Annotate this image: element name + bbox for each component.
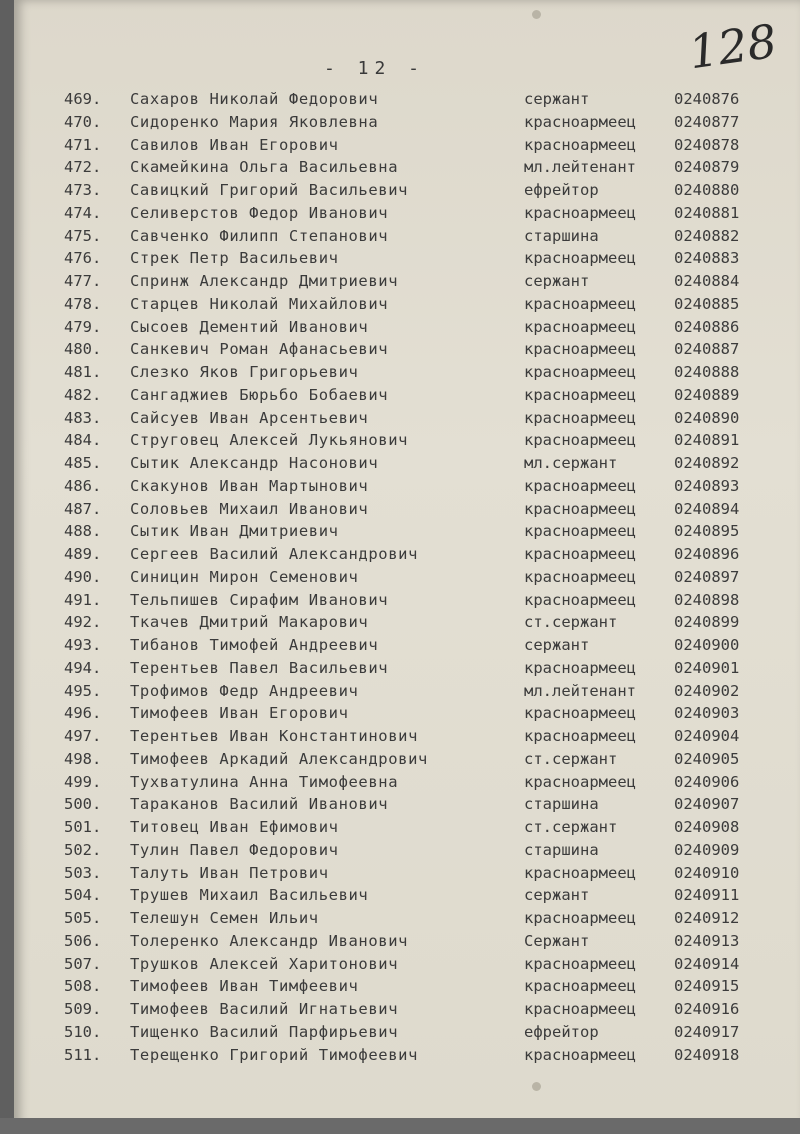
row-number: 472. <box>64 158 102 177</box>
military-rank: красноармеец <box>524 294 636 313</box>
military-rank: ефрейтор <box>524 1022 599 1041</box>
row-number: 471. <box>64 135 102 154</box>
person-name: Трушков Алексей Харитонович <box>130 954 399 973</box>
person-name: Сахаров Николай Федорович <box>130 90 379 108</box>
person-name: Санкевич Роман Афанасьевич <box>130 340 389 359</box>
list-row <box>14 589 800 612</box>
document-number: 0240891 <box>674 431 740 450</box>
military-rank: красноармеец <box>524 909 636 927</box>
row-number: 501. <box>64 818 102 836</box>
row-number: 499. <box>64 772 102 791</box>
list-row <box>14 975 800 998</box>
list-row <box>14 793 800 816</box>
list-row <box>14 475 800 498</box>
military-rank: ефрейтор <box>524 181 599 199</box>
row-number: 490. <box>64 567 102 586</box>
row-number: 500. <box>64 795 102 814</box>
list-row <box>14 498 800 521</box>
punch-hole <box>532 10 541 19</box>
document-number: 0240902 <box>674 681 740 700</box>
list-row <box>14 816 800 839</box>
document-number: 0240892 <box>674 454 740 472</box>
military-rank: красноармеец <box>524 385 636 404</box>
military-rank: красноармеец <box>524 1000 636 1018</box>
person-name: Телешун Семен Ильич <box>130 909 319 927</box>
document-number: 0240880 <box>674 181 740 199</box>
document-number: 0240878 <box>674 135 740 154</box>
row-number: 505. <box>64 909 102 927</box>
list-row <box>14 520 800 543</box>
document-number: 0240889 <box>674 385 740 404</box>
person-name: Тимофеев Василий Игнатьевич <box>130 1000 399 1018</box>
person-name: Стрек Петр Васильевич <box>130 249 339 268</box>
list-row <box>14 862 800 885</box>
list-row <box>14 338 800 361</box>
person-name: Сысоев Дементий Иванович <box>130 317 369 336</box>
person-name: Трофимов Федр Андреевич <box>130 681 359 700</box>
document-number: 0240897 <box>674 567 740 586</box>
document-number: 0240911 <box>674 886 740 905</box>
row-number: 479. <box>64 317 102 336</box>
document-number: 0240895 <box>674 522 740 541</box>
person-name: Соловьев Михаил Иванович <box>130 499 369 518</box>
military-rank: красноармеец <box>524 863 636 882</box>
list-row <box>14 725 800 748</box>
military-rank: красноармеец <box>524 203 636 222</box>
row-number: 481. <box>64 363 102 381</box>
row-number: 474. <box>64 203 102 222</box>
military-rank: красноармеец <box>524 954 636 973</box>
military-rank: красноармеец <box>524 249 636 268</box>
military-rank: красноармеец <box>524 522 636 541</box>
military-rank: красноармеец <box>524 772 636 791</box>
person-name: Сидоренко Мария Яковлевна <box>130 112 379 131</box>
document-page <box>14 0 800 1134</box>
military-rank: мл.сержант <box>524 454 618 472</box>
list-row <box>14 111 800 134</box>
military-rank: ст.сержант <box>524 749 618 768</box>
list-row <box>14 543 800 566</box>
row-number: 487. <box>64 499 102 518</box>
person-name: Толеренко Александр Иванович <box>130 931 409 950</box>
person-name: Ткачев Дмитрий Макарович <box>130 613 369 632</box>
list-row <box>14 998 800 1021</box>
award-list <box>14 88 800 1066</box>
row-number: 509. <box>64 1000 102 1018</box>
person-name: Струговец Алексей Лукьянович <box>130 431 409 450</box>
row-number: 492. <box>64 613 102 632</box>
list-row <box>14 179 800 202</box>
person-name: Старцев Николай Михайлович <box>130 294 389 313</box>
list-row <box>14 88 800 111</box>
military-rank: сержант <box>524 90 590 108</box>
military-rank: красноармеец <box>524 112 636 131</box>
list-row <box>14 657 800 680</box>
row-number: 470. <box>64 112 102 131</box>
list-row <box>14 247 800 270</box>
document-number: 0240917 <box>674 1022 740 1041</box>
document-number: 0240915 <box>674 977 740 996</box>
document-number: 0240914 <box>674 954 740 973</box>
person-name: Титовец Иван Ефимович <box>130 818 339 836</box>
row-number: 475. <box>64 226 102 245</box>
list-row <box>14 384 800 407</box>
person-name: Тимофеев Иван Егорович <box>130 704 349 723</box>
row-number: 504. <box>64 886 102 905</box>
list-row <box>14 270 800 293</box>
person-name: Терентьев Иван Константинович <box>130 727 419 745</box>
person-name: Тимофеев Иван Тимфеевич <box>130 977 359 996</box>
document-number: 0240908 <box>674 818 740 836</box>
row-number: 497. <box>64 727 102 745</box>
row-number: 469. <box>64 90 102 108</box>
row-number: 494. <box>64 658 102 677</box>
person-name: Тищенко Василий Парфирьевич <box>130 1022 399 1041</box>
person-name: Савицкий Григорий Васильевич <box>130 181 409 199</box>
person-name: Терентьев Павел Васильевич <box>130 658 389 677</box>
document-number: 0240887 <box>674 340 740 359</box>
person-name: Сытик Иван Дмитриевич <box>130 522 339 541</box>
person-name: Селиверстов Федор Иванович <box>130 203 389 222</box>
document-number: 0240877 <box>674 112 740 131</box>
document-number: 0240899 <box>674 613 740 632</box>
document-number: 0240903 <box>674 704 740 723</box>
list-row <box>14 202 800 225</box>
document-number: 0240893 <box>674 476 740 495</box>
list-row <box>14 156 800 179</box>
list-row <box>14 680 800 703</box>
person-name: Тибанов Тимофей Андреевич <box>130 636 379 654</box>
document-number: 0240896 <box>674 545 740 563</box>
row-number: 488. <box>64 522 102 541</box>
person-name: Синицин Мирон Семенович <box>130 567 359 586</box>
document-number: 0240916 <box>674 1000 740 1018</box>
military-rank: красноармеец <box>524 567 636 586</box>
row-number: 508. <box>64 977 102 996</box>
military-rank: красноармеец <box>524 408 636 427</box>
row-number: 485. <box>64 454 102 472</box>
list-row <box>14 839 800 862</box>
military-rank: красноармеец <box>524 704 636 723</box>
list-row <box>14 134 800 157</box>
document-number: 0240883 <box>674 249 740 268</box>
person-name: Слезко Яков Григорьевич <box>130 363 359 381</box>
row-number: 510. <box>64 1022 102 1041</box>
list-row <box>14 702 800 725</box>
row-number: 478. <box>64 294 102 313</box>
row-number: 511. <box>64 1045 102 1064</box>
military-rank: красноармеец <box>524 340 636 359</box>
military-rank: красноармеец <box>524 135 636 154</box>
list-row <box>14 884 800 907</box>
document-number: 0240881 <box>674 203 740 222</box>
list-row <box>14 293 800 316</box>
person-name: Сангаджиев Бюрьбо Бобаевич <box>130 385 389 404</box>
list-row <box>14 452 800 475</box>
list-row <box>14 748 800 771</box>
document-number: 0240905 <box>674 749 740 768</box>
list-row <box>14 771 800 794</box>
row-number: 482. <box>64 385 102 404</box>
military-rank: старшина <box>524 226 599 245</box>
document-number: 0240890 <box>674 408 740 427</box>
military-rank: красноармеец <box>524 431 636 450</box>
row-number: 502. <box>64 840 102 859</box>
row-number: 484. <box>64 431 102 450</box>
row-number: 503. <box>64 863 102 882</box>
military-rank: красноармеец <box>524 476 636 495</box>
person-name: Савилов Иван Егорович <box>130 135 339 154</box>
military-rank: красноармеец <box>524 1045 636 1064</box>
military-rank: красноармеец <box>524 363 636 381</box>
document-number: 0240886 <box>674 317 740 336</box>
military-rank: сержант <box>524 272 590 290</box>
person-name: Тухватулина Анна Тимофеевна <box>130 772 399 791</box>
military-rank: ст.сержант <box>524 818 618 836</box>
list-row <box>14 930 800 953</box>
list-row <box>14 361 800 384</box>
row-number: 491. <box>64 590 102 609</box>
list-row <box>14 429 800 452</box>
person-name: Талуть Иван Петрович <box>130 863 329 882</box>
list-row <box>14 225 800 248</box>
document-number: 0240888 <box>674 363 740 381</box>
document-number: 0240879 <box>674 158 740 177</box>
military-rank: красноармеец <box>524 499 636 518</box>
document-number: 0240909 <box>674 840 740 859</box>
row-number: 493. <box>64 636 102 654</box>
military-rank: красноармеец <box>524 545 636 563</box>
document-number: 0240910 <box>674 863 740 882</box>
row-number: 496. <box>64 704 102 723</box>
document-number: 0240918 <box>674 1045 740 1064</box>
document-number: 0240884 <box>674 272 740 290</box>
document-number: 0240876 <box>674 90 740 108</box>
military-rank: старшина <box>524 795 599 814</box>
person-name: Сергеев Василий Александрович <box>130 545 419 563</box>
person-name: Савченко Филипп Степанович <box>130 226 389 245</box>
person-name: Тимофеев Аркадий Александрович <box>130 749 428 768</box>
scan-left-margin <box>0 0 14 1134</box>
military-rank: красноармеец <box>524 727 636 745</box>
military-rank: Сержант <box>524 931 590 950</box>
document-number: 0240900 <box>674 636 740 654</box>
list-row <box>14 1044 800 1067</box>
list-row <box>14 611 800 634</box>
military-rank: ст.сержант <box>524 613 618 632</box>
person-name: Тельпишев Сирафим Иванович <box>130 590 389 609</box>
list-row <box>14 407 800 430</box>
document-number: 0240898 <box>674 590 740 609</box>
military-rank: сержант <box>524 886 590 905</box>
document-number: 0240904 <box>674 727 740 745</box>
row-number: 477. <box>64 272 102 290</box>
row-number: 498. <box>64 749 102 768</box>
document-number: 0240912 <box>674 909 740 927</box>
military-rank: мл.лейтенант <box>524 158 636 177</box>
military-rank: сержант <box>524 636 590 654</box>
person-name: Терещенко Григорий Тимофеевич <box>130 1045 419 1064</box>
row-number: 486. <box>64 476 102 495</box>
list-row <box>14 907 800 930</box>
document-number: 0240907 <box>674 795 740 814</box>
document-number: 0240882 <box>674 226 740 245</box>
military-rank: старшина <box>524 840 599 859</box>
list-row <box>14 634 800 657</box>
punch-hole <box>532 1082 541 1091</box>
row-number: 495. <box>64 681 102 700</box>
row-number: 473. <box>64 181 102 199</box>
military-rank: красноармеец <box>524 590 636 609</box>
person-name: Тараканов Василий Иванович <box>130 795 389 814</box>
row-number: 483. <box>64 408 102 427</box>
military-rank: мл.лейтенант <box>524 681 636 700</box>
document-number: 0240885 <box>674 294 740 313</box>
row-number: 507. <box>64 954 102 973</box>
document-number: 0240906 <box>674 772 740 791</box>
document-number: 0240894 <box>674 499 740 518</box>
document-number: 0240901 <box>674 658 740 677</box>
page-number: - 12 - <box>324 58 426 79</box>
row-number: 506. <box>64 931 102 950</box>
list-row <box>14 316 800 339</box>
row-number: 480. <box>64 340 102 359</box>
military-rank: красноармеец <box>524 977 636 996</box>
person-name: Сайсуев Иван Арсентьевич <box>130 408 369 427</box>
list-row <box>14 953 800 976</box>
person-name: Трушев Михаил Васильевич <box>130 886 369 905</box>
document-number: 0240913 <box>674 931 740 950</box>
person-name: Спринж Александр Дмитриевич <box>130 272 399 290</box>
person-name: Скакунов Иван Мартынович <box>130 476 369 495</box>
scan-bottom-margin <box>0 1118 800 1134</box>
person-name: Сытик Александр Насонович <box>130 454 379 472</box>
list-row <box>14 1021 800 1044</box>
person-name: Скамейкина Ольга Васильевна <box>130 158 399 177</box>
archive-page-number: 128 <box>685 13 780 80</box>
row-number: 489. <box>64 545 102 563</box>
person-name: Тулин Павел Федорович <box>130 840 339 859</box>
military-rank: красноармеец <box>524 658 636 677</box>
list-row <box>14 566 800 589</box>
row-number: 476. <box>64 249 102 268</box>
military-rank: красноармеец <box>524 317 636 336</box>
